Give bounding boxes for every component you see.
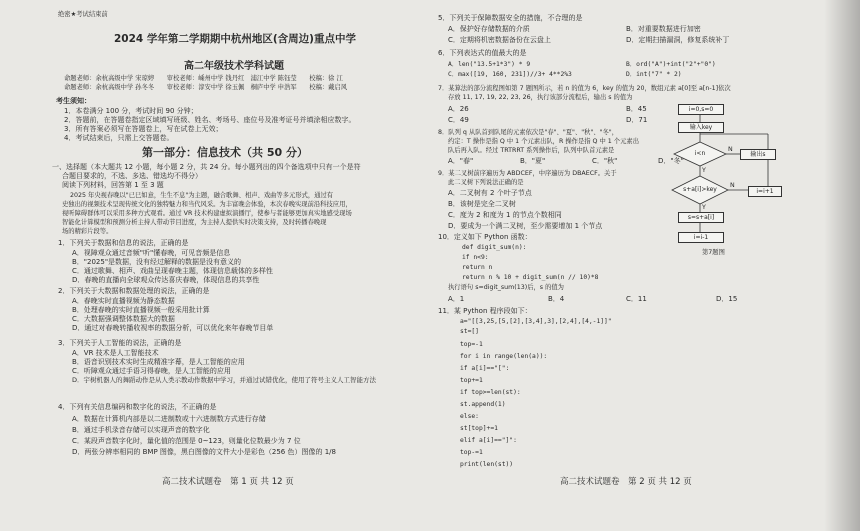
option: D．int("7" * 2) [626, 71, 682, 78]
code-line: top=-1 [460, 341, 483, 348]
staff-line: 命题老师：余杭高级中学 孙冬冬 审校老师：淳安中学 徐玉佩 桐庐中学 申浩军 校稿：戴启风 [64, 84, 348, 91]
code-line: if top>=len(st): [460, 389, 521, 396]
page-footer: 高二技术试题卷 第 2 页 共 12 页 [560, 477, 692, 487]
page-edge-shadow [824, 0, 860, 531]
material-line: 智能化计算模型和预测分析主持人带动节目进度，为主持人提供实时决策支持，及时转播春晚现 [62, 219, 327, 226]
question-1: 1．下列关于数据和信息的说法，正确的是 [58, 239, 189, 247]
option: D．"冬" [658, 157, 684, 165]
choice-intro: 一、选择题（本大题共 12 小题，每小题 2 分，共 24 分。每小题列出的四个备选项中只有一个是符 [52, 163, 361, 171]
option: D．71 [626, 116, 648, 124]
question-3: 3．下列关于人工智能的说法，正确的是 [58, 339, 182, 347]
confidential-mark: 绝密★考试结束前 [58, 11, 108, 18]
flow-node: i=i-1 [678, 232, 724, 243]
code-line: else: [460, 413, 479, 420]
choice-intro: 合题目要求的，不选、多选、错选均不得分） [62, 172, 202, 180]
code-line: 执行语句 s=digit_sum(13)后，s 的值为 [448, 284, 564, 291]
notice-item: 2．答题前，在答题卷指定区域填写班级、姓名、考场号、座位号及准考证号并填涂相应数字。 [64, 116, 356, 124]
code-line: st=[] [460, 328, 479, 335]
section-title: 第一部分：信息技术（共 50 分） [142, 146, 308, 159]
exam-title: 2024 学年第二学期期中杭州地区(含周边)重点中学 [114, 33, 356, 45]
figure-caption: 第7题图 [702, 249, 725, 256]
flow-node: 输入key [678, 122, 724, 133]
option: B．"2025"是数据，没有经过解释的数据是没有意义的 [72, 258, 242, 266]
option: D．宇树机器人的舞蹈动作是从人类示教动作数据中学习，并通过试错优化，使用了符号主义人工智能方法 [72, 376, 377, 384]
material-line: 场的精彩片段等。 [62, 228, 113, 235]
code-line: st[top]+=1 [460, 425, 498, 432]
question-7: 7．某算法的部分流程图如第 7 题图所示，若 n 的值为 6，key 的值为 20，数组元素 a[0]至 a[n-1]依次 [438, 85, 731, 92]
option: A．数据在计算机内部是以二进制数或十六进制数方式进行存储 [72, 415, 266, 423]
option: C．49 [448, 116, 469, 124]
option: B．ord("A")+int("2"+"0") [626, 61, 716, 68]
staff-line: 命题老师：余杭高级中学 宋琼婷 审校老师：嵊州中学 钱丹红 浦江中学 陈钰莹 校稿：徐 江 [64, 75, 343, 82]
option: C．通过歌舞、相声、戏曲呈现春晚主题，体现信息载体的多样性 [72, 267, 273, 275]
code-line: print(len(st)) [460, 461, 514, 468]
question-2: 2．下列关于大数据和数据处理的说法，正确的是 [58, 287, 210, 295]
notice-item: 4．考试结束后，只需上交答题卷。 [64, 134, 174, 142]
code-line: return n % 10 + digit_sum(n // 10)*8 [462, 274, 599, 281]
option: A．春晚实时直播视频为静态数据 [72, 297, 175, 305]
question-9-cont: 此二叉树下列说法正确的是 [448, 179, 524, 186]
option: B．处理春晚的实时直播视频一般采用批计算 [72, 306, 210, 314]
code-line: return n [462, 264, 493, 271]
flow-no-label: N [728, 146, 733, 153]
option: B．4 [548, 295, 565, 303]
code-line: if a[i]=="[": [460, 365, 510, 372]
code-line: if n<9: [462, 254, 489, 261]
option: B．"夏" [520, 157, 546, 165]
flow-output: 输出s [740, 149, 776, 160]
option: D．通过对春晚转播收视率的数据分析，可以优化来年春晚节目单 [72, 324, 274, 332]
code-line: a="[[3,25,[5,[2],[3,4],3],[2,4],[4,-1]]" [460, 318, 612, 325]
option: C．11 [626, 295, 647, 303]
page-2 [430, 6, 825, 521]
option: C．定期将机密数据备份在云盘上 [448, 36, 551, 44]
material-line: 史独出的视频技术呈现传统文化的独特魅力和当代风采。为丰富晚会体验，本次春晚实现前沿科技应用， [62, 201, 352, 208]
option: A．len("13.5+1*3") * 9 [448, 61, 531, 68]
option: D．春晚的直播向全球观众传达喜庆春晚，体现信息的共享性 [72, 276, 260, 284]
question-4: 4．下列有关信息编码和数字化的说法，不正确的是 [58, 403, 217, 411]
option: B．语音识别技术实时生成精准字幕，是人工智能的应用 [72, 358, 245, 366]
material-line: 2025 年央视春晚以"已巳如意，生生不息"为主题，融合歌舞、相声、戏曲等多元形式，通过有 [70, 192, 334, 199]
flow-yes-label: Y [702, 167, 706, 174]
option: B．通过手机录音存储可以实现声音的数字化 [72, 426, 210, 434]
option: C．度为 2 和度为 1 的节点个数相同 [448, 211, 562, 219]
option: B．该树是完全二叉树 [448, 200, 516, 208]
option: D．两张分辨率相同的 BMP 图像，黑白图像的文件大小是彩色（256 色）图像的 1/8 [72, 448, 336, 456]
option: B．45 [626, 105, 647, 113]
flow-no-label: N [730, 182, 735, 189]
option: A．保护好存储数据的介质 [448, 25, 530, 33]
flow-decision: s+a[i]>key [683, 186, 717, 193]
option: A．26 [448, 105, 469, 113]
notice-title: 考生须知： [56, 97, 91, 105]
choice-intro: 阅读下列材料，回答第 1 至 3 题 [62, 181, 164, 189]
flow-node: s=s+a[i] [678, 212, 724, 223]
option: D．定期扫描漏洞，修复系统补丁 [626, 36, 730, 44]
flow-node: i=0,s=0 [678, 104, 724, 115]
option: C．听障观众通过手语习得春晚，是人工智能的应用 [72, 367, 231, 375]
option: A．"春" [448, 157, 474, 165]
question-11: 11．某 Python 程序段如下： [438, 307, 532, 315]
option: A．VR 技术是人工智能技术 [72, 349, 159, 357]
option: D．15 [716, 295, 738, 303]
option: A．1 [448, 295, 465, 303]
code-line: st.append(1) [460, 401, 506, 408]
flow-node: i=i+1 [748, 186, 782, 197]
option: A．视障观众通过音频"听"懂春晚，可见音频是信息 [72, 249, 231, 257]
option: C．某段声音数字化时，量化值的范围是 0~123，则量化位数最少为 7 位 [72, 437, 301, 445]
option: C．大数据强调整体数据大的数据 [72, 315, 175, 323]
option: B．对重要数据进行加密 [626, 25, 701, 33]
question-6: 6．下列表达式的值最大的是 [438, 49, 527, 57]
question-8-cont: 队后再入队。经过 TRTRRT 系列操作后，队列中队首元素是 [448, 147, 615, 154]
question-9: 9．某二叉树前序遍历为 ABDCEF，中序遍历为 DBAECF。关于 [438, 170, 617, 177]
flow-yes-label: Y [702, 204, 706, 211]
flowchart-figure-7 [668, 104, 788, 264]
option: A．二叉树有 2 个叶子节点 [448, 189, 532, 197]
question-10: 10．定义如下 Python 函数： [438, 233, 532, 241]
code-line: top-=1 [460, 449, 483, 456]
code-line: for i in range(len(a)): [460, 353, 548, 360]
option: C．"秋" [592, 157, 618, 165]
question-7-cont: 存放 11, 17, 19, 22, 23, 26，执行该部分流程后，输出 s 的值为 [448, 94, 633, 101]
option: D．要成为一个满二叉树，至少需要增加 1 个节点 [448, 222, 603, 230]
notice-item: 3．所有答案必须写在答题卷上，写在试卷上无效； [64, 125, 223, 133]
question-8-cont: 约定：T 操作是指 Q 中 1 个元素出队，R 操作是指 Q 中 1 个元素出 [448, 138, 639, 145]
page-footer: 高二技术试题卷 第 1 页 共 12 页 [162, 477, 294, 487]
code-line: def digit_sum(n): [462, 244, 527, 251]
notice-item: 1．本卷满分 100 分，考试时间 90 分钟； [64, 107, 198, 115]
option: C．max([19, 160, 231])//3+ 4**2%3 [448, 71, 572, 78]
material-line: 视听障碍群体可以采用多种方式观看。通过 VR 技术构建虚拟演播厅，使参与者能够更加真实地感受现场 [62, 210, 352, 217]
code-line: elif a[i]=="]": [460, 437, 517, 444]
flow-decision: i<n [694, 150, 706, 157]
question-8: 8．队列 q 从队首到队尾的元素依次是"春"、"夏"、"秋"、"冬"， [438, 129, 619, 136]
exam-subtitle: 高二年级技术学科试题 [184, 61, 284, 72]
code-line: top+=1 [460, 377, 483, 384]
question-5: 5．下列关于保障数据安全的措施，不合理的是 [438, 14, 583, 22]
page-1 [44, 6, 422, 521]
